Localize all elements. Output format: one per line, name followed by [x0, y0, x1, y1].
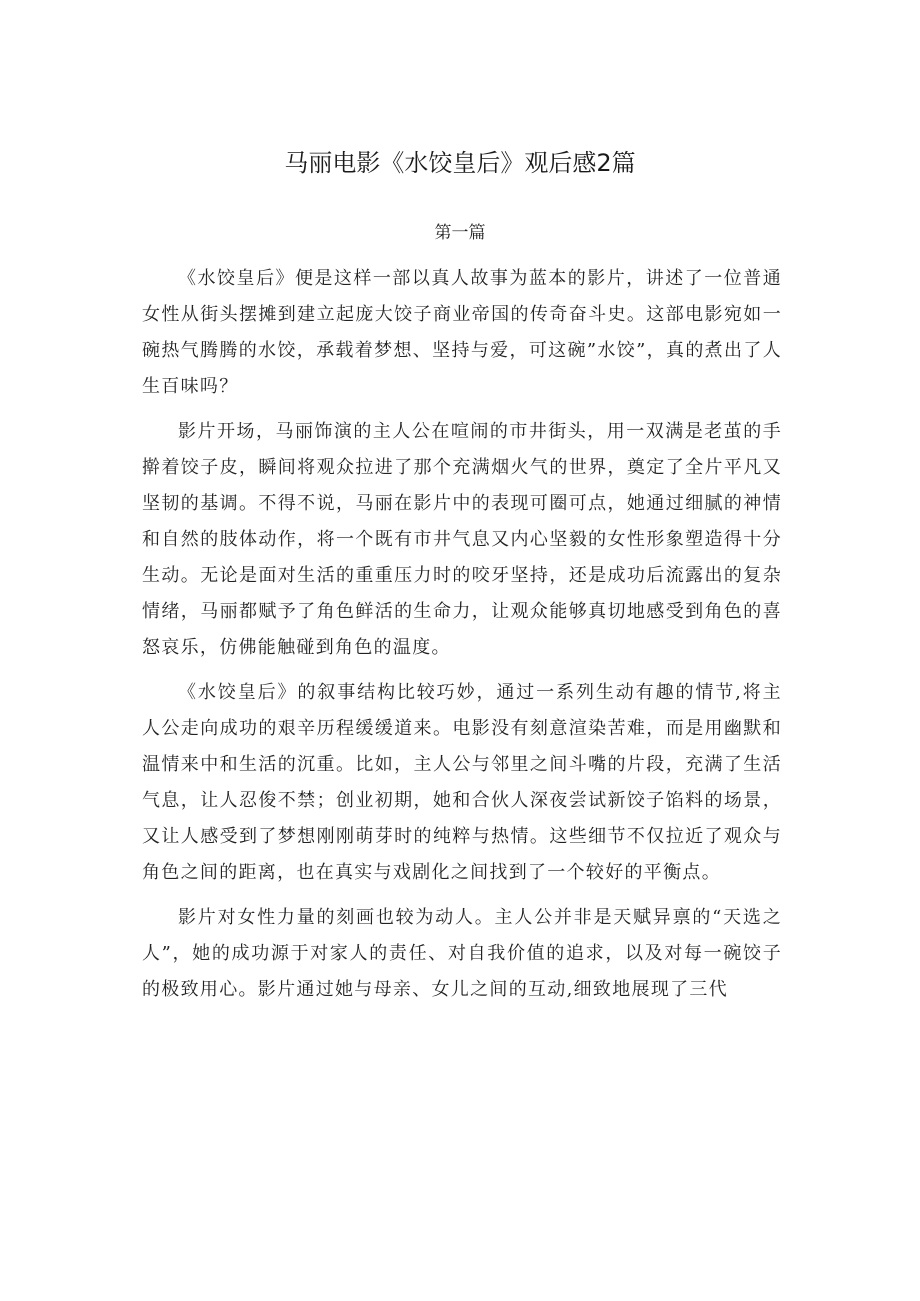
paragraph: 《水饺皇后》便是这样一部以真人故事为蓝本的影片，讲述了一位普通女性从街头摆摊到建立起庞大饺子商业帝国的传奇奋斗史。这部电影宛如一碗热气腾腾的水饺，承载着梦想、坚持与爱，可这碗”水饺”，真的煮出了人生百味吗？: [142, 268, 782, 397]
document-title: 马丽电影《水饺皇后》观后感2篇: [284, 149, 636, 177]
paragraph: 影片对女性力量的刻画也较为动人。主人公并非是天赋异禀的“天选之人”，她的成功源于对家人的责任、对自我价值的追求，以及对每一碗饺子的极致用心。影片通过她与母亲、女儿之间的互动,细致地展现了三代: [142, 907, 782, 1000]
body-text: [142, 261, 782, 1017]
paragraph: 影片开场，马丽饰演的主人公在喧闹的市井街头，用一双满是老茧的手擀着饺子皮，瞬间将观众拉进了那个充满烟火气的世界，奠定了全片平凡又坚韧的基调。不得不说，马丽在影片中的表现可圈可点，她通过细腻的神情和自然的肢体动作，将一个既有市井气息又内心坚毅的女性形象塑造得十分生动。无论是面对生活的重重压力时的咬牙坚持，还是成功后流露出的复杂情绪，马丽都赋予了角色鲜活的生命力，让观众能够真切地感受到角色的喜怒哀乐，仿佛能触碰到角色的温度。: [142, 421, 782, 658]
paragraph: 《水饺皇后》的叙事结构比较巧妙，通过一系列生动有趣的情节,将主人公走向成功的艰辛历程缓缓道来。电影没有刻意渲染苦难，而是用幽默和温情来中和生活的沉重。比如，主人公与邻里之间斗嘴的片段，充满了生活气息，让人忍俊不禁；创业初期，她和合伙人深夜尝试新饺子馅料的场景，又让人感受到了梦想刚刚萌芽时的纯粹与热情。这些细节不仅拉近了观众与角色之间的距离，也在真实与戏剧化之间找到了一个较好的平衡点。: [142, 682, 782, 883]
section-heading: 第一篇: [434, 223, 486, 243]
